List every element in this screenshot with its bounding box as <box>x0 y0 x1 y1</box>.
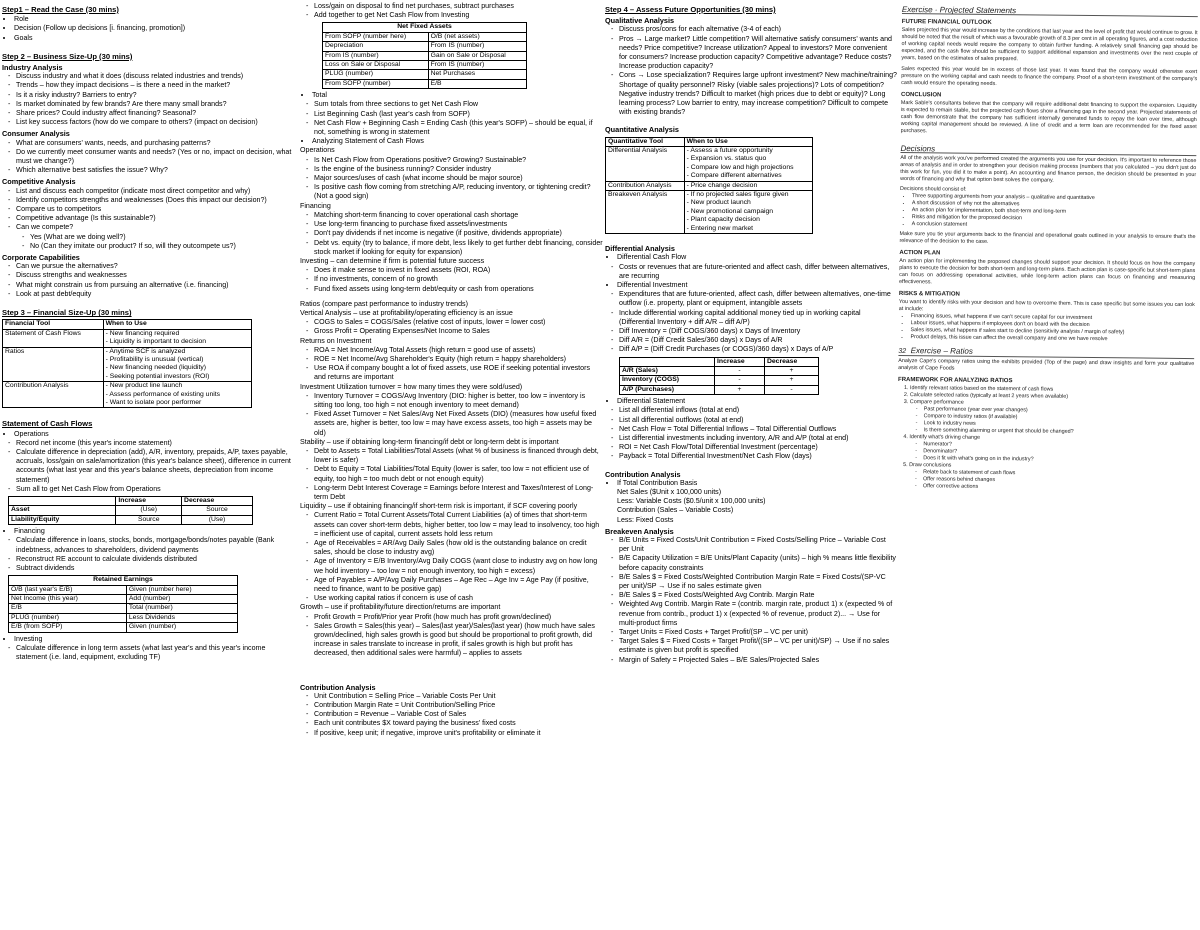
list-item: - No (Can they imitate our product? If so, will they outcompete us?) <box>30 242 296 251</box>
list-item: • A short discussion of why not the alternatives <box>912 200 1196 210</box>
quant-heading: Quantitative Analysis <box>605 125 679 135</box>
ie-increase-header: Increase <box>116 496 182 505</box>
list-item: - Does it make sense to invest in fixed assets (ROI, ROA) <box>314 266 603 275</box>
list-item: - Competitive advantage (Is this sustainable?) <box>16 214 296 223</box>
table-cell: From SOFP (number) <box>323 79 429 88</box>
table-row <box>323 42 527 51</box>
list-item: - Major sources/uses of cash (what income should be major source) <box>314 174 603 183</box>
list-item: - Don't pay dividends if net income is negative (if positive, dividends appropriate) <box>314 229 603 238</box>
competitive-list <box>2 187 296 233</box>
list-item: - ROA = Net Income/Avg Total Assets (high return = good use of assets) <box>314 346 603 355</box>
corporate-heading: Corporate Capabilities <box>2 253 80 263</box>
table-cell: - Anytime SCF is analyzed - Profitability is unusual (vertical) - New financing needed (liquidity) - Seeking potential investors (ROI) <box>103 347 251 382</box>
growth-list <box>300 613 603 659</box>
diff-stmt-label: • Differential Statement <box>617 397 897 406</box>
table-cell: + <box>764 376 818 385</box>
list-item: - Expenditures that are future-oriented, affect cash, differ between alternatives, one-time outflow (i.e. property, plant or equipment, intangible assets <box>619 290 897 308</box>
util-list <box>300 392 603 438</box>
column-1 <box>2 2 296 927</box>
table-cell: Ratios <box>3 347 104 382</box>
be-heading: Breakeven Analysis <box>605 526 674 536</box>
list-item: - List Beginning Cash (last year's cash from SOFP) <box>314 110 603 119</box>
column-2 <box>300 2 603 927</box>
table-cell: Net Purchases <box>428 70 526 79</box>
table-cell: Breakeven Analysis <box>606 191 685 234</box>
ratios-intro-p: Analyze Cape's company ratios using the exhibits provided (Top of the page) and draw insights and form your qualitative analysis of Cape Foods <box>898 357 1195 372</box>
wc-increase-header: Increase <box>715 357 765 366</box>
list-item: - Contribution = Revenue – Variable Cost of Sales <box>314 710 603 719</box>
list-item: - Net Cash Flow = Total Differential Inflows – Total Differential Outflows <box>619 425 897 434</box>
list-item: - Share prices? Could industry affect financing? Seasonal? <box>16 109 296 118</box>
framework-step: Compare performance <box>909 399 964 406</box>
table-cell: - New product line launch - Assess performance of existing units - Want to isolate poor performer <box>103 382 251 408</box>
table-cell: Total (number) <box>126 604 237 613</box>
text-line: Net Sales ($Unit x 100,000 units) <box>617 488 722 496</box>
list-item: - What are consumers' wants, needs, and purchasing patterns? <box>16 139 296 148</box>
wc-decrease-header: Decrease <box>764 357 818 366</box>
list-item: - Target Sales $ = Fixed Costs + Target Profit/((SP – VC per unit)/SP) → Use if no sales estimate is given but profit is specified <box>619 637 897 655</box>
list-item: - Cons → Lose specialization? Requires large upfront investment? New machine/training? Shortage of quality personnel? Risky (viable sales projections)? Lots of competition? Negative industry trends? Difficult to market (high prices due to debt or equity)? Long learning process? Low barrier to entry, may increase competition? Difficult to compete with existing brands? <box>619 71 897 117</box>
list-item: • Product delays, this issue can affect the overall company and one we have resolve <box>910 334 1194 344</box>
list-item: - Fixed Asset Turnover = Net Sales/Avg Net Fixed Assets (DIO) (measures how useful fixed assets are, higher is better, too low = may have excess assets, too high = assets may be old) <box>314 410 603 438</box>
operations-list <box>2 439 296 494</box>
list-item: - Target Units = Fixed Costs + Target Profit/(SP – VC per unit) <box>619 628 897 637</box>
list-item: - Diff A/R = (Diff Credit Sales/360 days) x Days of A/R <box>619 336 897 345</box>
analyzing-label: • Analyzing Statement of Cash Flows <box>312 137 603 146</box>
list-item: - Offer corrective actions <box>923 483 1193 493</box>
table-cell: Source <box>116 515 182 524</box>
table-row <box>3 382 252 408</box>
operations-label: • Operations <box>14 430 296 439</box>
list-item: • Labour issues, what happens if employees don't on board with the decision <box>911 320 1195 330</box>
list-item: - Sales Growth = Sales(this year) – Sales(last year)/Sales(last year) (how much have sales grown/declined, high sales growth is good but should be proportional to profit growth, did increase in sales translate to increase in profit, if sales growth is high but profit has decreased, then additional sales were harmful) – applies to assets <box>314 622 603 659</box>
quant-tool-table <box>605 137 813 234</box>
list-item: - Matching short-term financing to cover operational cash shortage <box>314 211 603 220</box>
list-item: - Diff A/P = (Diff Credit Purchases (or COGS)/360 days) x Days of A/P <box>619 345 897 354</box>
decisions-p: All of the analysis work you've performed created the arguments you use for your decision. It's important to reference those areas of analysis and in order to strengthen your decision making process (numbers that you calculated – you didn't just do this work for fun, you did it to make a point). An accounting and finance person, the decision should be presented in your words of financing and why that option best solves the company. <box>900 154 1197 184</box>
list-item: - Payback = Total Differential Investment/Net Cash Flow (days) <box>619 452 897 461</box>
table-cell: - New financing required - Liquidity is important to decision <box>103 329 251 347</box>
exercise-projected-header: Exercise · Projected Statements <box>902 6 1198 17</box>
list-item: - Age of Payables = A/P/Avg Daily Purchases – Age Rec – Age Inv = Age Pay (if positive, need to finance, want to be positive gap) <box>314 576 603 594</box>
list-item: - Is market dominated by few brands? Are there many small brands? <box>16 100 296 109</box>
fin-list <box>300 211 603 257</box>
diff-stmt-list <box>605 406 897 461</box>
net-fixed-assets-table <box>322 22 527 89</box>
ops-list <box>300 156 603 202</box>
increase-decrease-table <box>8 496 253 525</box>
list-item: • Goals <box>14 34 296 43</box>
contrib-basis-label: • If Total Contribution Basis <box>617 479 897 488</box>
table-cell: Depreciation <box>323 42 429 51</box>
working-capital-table <box>619 357 819 396</box>
list-item: - Age of Inventory = E/B Inventory/Avg Daily COGS (want close to industry avg on how long we hold inventory – too low = not enough inventory, too high = excess) <box>314 557 603 575</box>
framework-heading: FRAMEWORK FOR ANALYZING RATIOS <box>898 376 1013 385</box>
ratios-heading: Ratios (compare past performance to industry trends) <box>300 299 468 308</box>
quant-when-header: When to Use <box>684 137 812 146</box>
financial-tool-table <box>2 319 252 408</box>
list-item: - Margin of Safety = Projected Sales – B/E Sales/Projected Sales <box>619 656 897 665</box>
table-cell: From IS (number) <box>428 61 526 70</box>
list-item: - Current Ratio = Total Current Assets/Total Current Liabilities (a) of times that short-term assets can cover short-term debts, higher better, too low = may lead to insolvency, too high = inefficient use of capital, current assets hold less return <box>314 511 603 539</box>
table-cell: A/R (Sales) <box>620 366 715 375</box>
table-cell: - Assess a future opportunity - Expansion vs. status quo - Compare low and high projections - Compare different alternatives <box>684 147 812 182</box>
list-item: - List key success factors (how do we compare to others? (impact on decision) <box>16 118 296 127</box>
investing-list <box>2 644 296 662</box>
scf-heading: Statement of Cash Flows <box>2 419 93 429</box>
util-label: Investment Utilization turnover = how many times they were sold/used) <box>300 382 523 391</box>
table-cell: - <box>715 366 765 375</box>
growth-label: Growth – use if profitability/future direction/returns are important <box>300 603 501 612</box>
list-item: - Use working capital ratios if concern is use of cash <box>314 594 603 603</box>
list-item: - Weighted Avg Contrib. Margin Rate = (contrib. margin rate, product 1) x (expected % of revenue from contrib., product 1) x (expected % of revenue, product 2)... → Use for multi-product firms <box>619 600 897 628</box>
conclusion-p: Mark Sable's consultants believe that the company will require additional debt financing to support the expansion. Liquidity is expected to remain stable, but the projected cash flows show a financing gap in the second year. Projected statements of cash flow demonstrate that the company has sufficient internally generated funds to repay the loan over time, although working capital management should be reviewed. A line of credit and a term loan are recommended for the fixed asset purchases. <box>900 99 1197 135</box>
table-cell: Given (number here) <box>126 585 237 594</box>
table-cell: - <box>764 385 818 394</box>
ie-corner <box>9 496 116 505</box>
list-item: - Discuss industry and what it does (discuss related industries and trends) <box>16 72 296 81</box>
list-item: - Debt vs. equity (try to balance, if more debt, less likely to get further debt financing, consider stock market if looking for equity for expansion) <box>314 239 603 257</box>
corporate-list <box>2 262 296 299</box>
table-row <box>323 79 527 88</box>
table-cell: Contribution Analysis <box>3 382 104 408</box>
list-item: - Discuss strengths and weaknesses <box>16 271 296 280</box>
text-line: Contribution (Sales – Variable Costs) <box>617 506 734 515</box>
table-cell: E/B <box>9 604 127 613</box>
diff-cf-label: • Differential Cash Flow <box>617 253 897 262</box>
list-item: - Calculate difference in depreciation (add), A/R, inventory, prepaids, A/P, taxes payable, accruals, loss/gain on sale/amortization (this year's balance sheet), difference in current accounts (what last year and this year's balance sheets, depreciation from income statement) <box>16 448 296 485</box>
column-4-scan <box>892 2 1198 930</box>
list-item: - ROI = Net Cash Flow/Total Differential Investment (percentage) <box>619 443 897 452</box>
list-item: - B/E Sales $ = Fixed Costs/Weighted Avg Contrib. Margin Rate <box>619 591 897 600</box>
list-item: • Decision (Follow up decisions [i. financing, promotion]) <box>14 24 296 33</box>
list-item: - Is it a risky industry? Barriers to entry? <box>16 91 296 100</box>
total-label: • Total <box>312 91 603 100</box>
driving-sub-list <box>909 441 1193 465</box>
table-cell: (Use) <box>182 515 253 524</box>
list-item: - Debt to Equity = Total Liabilities/Total Equity (lower is safer, too low = not efficient use of equity, too high = too much debt or not enough equity) <box>314 465 603 483</box>
total-list <box>300 100 603 137</box>
qual-heading: Qualitative Analysis <box>605 16 675 26</box>
table-row <box>323 61 527 70</box>
page-number: 32 <box>898 347 907 356</box>
list-item: - Which alternative best satisfies the issue? Why? <box>16 166 296 175</box>
ops-label: Operations <box>300 146 335 155</box>
list-item: - Add together to get Net Cash Flow from Investing <box>314 11 603 20</box>
list-item: • A conclusion statement <box>912 221 1196 231</box>
list-item: - Include differential working capital additional money tied up in working capital (Differential Inventory + diff A/R – diff A/P) <box>619 309 897 327</box>
exercise-ratios-header: Exercise – Ratios <box>910 346 973 356</box>
outlook-p2: Sales expected this year would be in excess of those last year. It was found that the company would otherwise exert pressure on the working capital and cash needs to finance the company. Proof of a short-term investment of the company's cash would ensure the operating needs. <box>901 65 1198 87</box>
table-row <box>9 623 238 632</box>
list-item: - Age of Receivables = AR/Avg Daily Sales (how old is the outstanding balance on credit sales, should be close to industry avg) <box>314 539 603 557</box>
table-cell: Net Income (this year) <box>9 595 127 604</box>
list-item: - Is Net Cash Flow from Operations positive? Growing? Sustainable? <box>314 156 603 165</box>
stab-list <box>300 447 603 502</box>
list-item: • Role <box>14 15 296 24</box>
table-row <box>3 329 252 347</box>
outlook-heading: FUTURE FINANCIAL OUTLOOK <box>901 18 992 26</box>
contrib-lines <box>605 488 897 525</box>
list-item: - B/E Capacity Utilization = B/E Units/Plant Capacity (units) – high % means little flexibility before capacity constraints <box>619 554 897 572</box>
table-cell: Contribution Analysis <box>606 181 685 190</box>
framework-list <box>897 385 1194 493</box>
ie-decrease-header: Decrease <box>182 496 253 505</box>
step2-heading: Step 2 – Business Size-Up (30 mins) <box>2 51 133 61</box>
list-item: - Yes (What are we doing well?) <box>30 233 296 242</box>
step1-heading: Step1 – Read the Case (30 mins) <box>2 5 119 14</box>
fin-label: Financing <box>300 201 331 210</box>
framework-step: Draw conclusions <box>909 462 952 469</box>
table-row <box>323 32 527 41</box>
table-row <box>620 385 819 394</box>
diff-inv-list <box>605 290 897 354</box>
list-item: - Compare us to competitors <box>16 205 296 214</box>
list-item: - Trends – how they impact decisions – is there a need in the market? <box>16 81 296 90</box>
table-cell: E/B (from SOFP) <box>9 623 127 632</box>
list-item: - Contribution Margin Rate = Unit Contribution/Selling Price <box>314 701 603 710</box>
liq-label: Liquidity – use if obtaining financing/if short-term risk is important, if SCF covering poorly <box>300 502 578 511</box>
be-list <box>605 536 897 665</box>
table-cell: PLUG (number) <box>9 613 127 622</box>
list-item: - Does it fit with what's going on in the industry? <box>923 455 1193 465</box>
list-item: - Relate back to statement of cash flows <box>923 469 1193 479</box>
quant-tool-header: Quantitative Tool <box>606 137 685 146</box>
vertical-label: Vertical Analysis – use at profitability/operating efficiency is an issue <box>300 308 513 317</box>
list-item: - Can we compete? <box>16 223 296 232</box>
list-item: - B/E Units = Fixed Costs/Unit Contribution = Fixed Costs/Selling Price – Variable Cost per Unit <box>619 536 897 554</box>
diff-heading: Differential Analysis <box>605 244 675 254</box>
table-cell: E/B <box>428 79 526 88</box>
list-item: - Use long-term financing to purchase fixed assets/investments <box>314 220 603 229</box>
table-cell: From IS (number) <box>323 51 429 60</box>
step3-heading: Step 3 – Financial Size-Up (30 mins) <box>2 308 132 318</box>
list-item: - List all differential inflows (total at end) <box>619 406 897 415</box>
table-row <box>9 506 253 515</box>
list-item: - Compare to industry ratios (if available) <box>924 413 1194 423</box>
list-item: - Loss/gain on disposal to find net purchases, subtract purchases <box>314 2 603 11</box>
compare-sub-list <box>909 406 1193 437</box>
industry-list <box>2 72 296 127</box>
conclusion-heading: CONCLUSION <box>900 91 942 99</box>
list-item: - Look at past debt/equity <box>16 290 296 299</box>
text-line: Less: Variable Costs ($0.5/unit x 100,000 units) <box>617 497 766 506</box>
risks-p: You want to identify risks with your decision and how to overcome them. This is case specific but some issues you can look at include: <box>898 298 1195 313</box>
table-row <box>323 51 527 60</box>
list-item: - Is positive cash flow coming from stretching A/P, reducing inventory, or tightening credit? (Not a good sign) <box>314 183 603 201</box>
table-row <box>9 595 238 604</box>
table-cell: A/P (Purchases) <box>620 385 715 394</box>
industry-heading: Industry Analysis <box>2 63 63 73</box>
table-row <box>606 181 813 190</box>
table-cell: + <box>764 366 818 375</box>
wc-corner <box>620 357 715 366</box>
list-item: • An action plan for implementation, both short-term and long-term <box>912 207 1196 217</box>
decisions-list <box>900 193 1196 231</box>
table-cell: Asset <box>9 506 116 515</box>
table-cell: O/B (last year's E/B) <box>9 585 127 594</box>
table-row <box>9 613 238 622</box>
table-cell: + <box>715 385 765 394</box>
list-item: - If no investments, concern of no growth <box>314 275 603 284</box>
list-item: - Long-term Debt Interest Coverage = Earnings before Interest and Taxes/Interest of Long-term Debt <box>314 484 603 502</box>
list-item: • Risks and mitigation for the proposed decision <box>912 214 1196 224</box>
list-item: - COGS to Sales = COGS/Sales (relative cost of inputs, lower = lower cost) <box>314 318 603 327</box>
contrib-heading-c3: Contribution Analysis <box>605 469 681 479</box>
list-item: - Subtract dividends <box>16 564 296 573</box>
conclusion-sub-list <box>909 469 1193 493</box>
list-item: - Profit Growth = Profit/Prior year Profit (how much has profit grown/declined) <box>314 613 603 622</box>
list-item: - Offer reasons behind changes <box>923 476 1193 486</box>
action-heading: ACTION PLAN <box>899 249 941 257</box>
list-item: - Can we pursue the alternatives? <box>16 262 296 271</box>
table-cell: Source <box>182 506 253 515</box>
table-row <box>323 70 527 79</box>
decisions-p3: Make sure you tie your arguments back to the financial and operational goals outlined in your analysis to ensure that's the relevance of the decision to the case. <box>899 230 1196 245</box>
list-item: - Past performance (year over year changes) <box>924 406 1194 416</box>
step4-heading: Step 4 – Assess Future Opportunities (30 mins) <box>605 5 776 14</box>
table-cell: Add (number) <box>126 595 237 604</box>
table-cell: - <box>715 376 765 385</box>
contrib-list-c2 <box>300 692 603 738</box>
table-row <box>9 604 238 613</box>
list-item: - Discuss pros/cons for each alternative (3-4 of each) <box>619 25 897 34</box>
inv-label: Investing – can determine if firm is potential future success <box>300 256 485 265</box>
risks-heading: RISKS & MITIGATION <box>898 290 960 298</box>
table-cell: Less Dividends <box>126 613 237 622</box>
list-item: - Inventory Turnover = COGS/Avg Inventory (DIO: higher is better, too low = inventory is sitting too long, too high = not enough inventory to meet demand) <box>314 392 603 410</box>
list-item: - Calculate difference in long term assets (what last year's and this year's income statement (i.e. land, equipment, excluding TF) <box>16 644 296 662</box>
liq-list <box>300 511 603 603</box>
table-cell: Statement of Cash Flows <box>3 329 104 347</box>
list-item: - Denominator? <box>923 448 1193 458</box>
diff-cf-list <box>605 263 897 281</box>
list-item: - Numerator? <box>923 441 1193 451</box>
nfa-caption: Net Fixed Assets <box>323 23 527 32</box>
table-cell: Gain on Sale or Disposal <box>428 51 526 60</box>
table-cell: Given (number) <box>126 623 237 632</box>
list-item: - Unit Contribution = Selling Price – Variable Costs Per Unit <box>314 692 603 701</box>
list-item: - What might constrain us from pursuing an alternative (i.e. financing) <box>16 281 296 290</box>
table-cell: PLUG (number) <box>323 70 429 79</box>
table-cell: Inventory (COGS) <box>620 376 715 385</box>
list-item: - List all differential outflows (total at end) <box>619 416 897 425</box>
text-line: Less: Fixed Costs <box>617 515 674 524</box>
list-item: - Sum all to get Net Cash Flow from Operations <box>16 485 296 494</box>
list-item: - Record net income (this year's income statement) <box>16 439 296 448</box>
list-item: • Three supporting arguments from your analysis – qualitative and quantitative <box>912 193 1196 203</box>
consumer-heading: Consumer Analysis <box>2 129 70 139</box>
outlook-p1: Sales projected this year would increase by the conditions that last year and the level of profit that would continue to grow. It should be noted that the result of which was a favourable growth of 8.3 per cent in all operating figures, and a cost reduction of working capital needs would require the company to obtain further funding. A relatively small financing gap should be expected, and the cash flow should be sufficient to support additional expansion and investments over the next couple of years, based on the estimates of sales prepared. <box>901 26 1198 63</box>
table-cell: Loss on Sale or Disposal <box>323 61 429 70</box>
returns-list <box>300 346 603 383</box>
table-row <box>620 376 819 385</box>
table-row <box>9 515 253 524</box>
list-item: - Look to industry news <box>924 420 1194 430</box>
list-item: - Fund fixed assets using long-term debt/equity or cash from operations <box>314 285 603 294</box>
table-row <box>620 366 819 375</box>
re-caption: Retained Earnings <box>9 576 238 585</box>
list-item: - Net Cash Flow + Beginning Cash = Ending Cash (this year's SOFP) – should be equal, if not, something is wrong in statement <box>314 119 603 137</box>
framework-step: Identify what's driving change <box>909 434 981 441</box>
qual-list <box>605 25 897 117</box>
list-item: - Gross Profit = Operating Expenses/Net Income to Sales <box>314 327 603 336</box>
column-3 <box>605 2 897 927</box>
table-cell: From SOFP (number here) <box>323 32 429 41</box>
list-item: • Financing issues, what happens if we can't secure capital for our investment <box>911 313 1195 323</box>
vertical-list <box>300 318 603 336</box>
list-item: - B/E Sales $ = Fixed Costs/Weighted Contribution Margin Rate = Fixed Costs/(SP-VC per unit)/SP → Use if no sales estimate given <box>619 573 897 591</box>
decisions-header: Decisions <box>900 145 1196 156</box>
list-item: - List differential investments including inventory, A/R and A/P (total at end) <box>619 434 897 443</box>
list-item: - List and discuss each competitor (indicate most direct competitor and why) <box>16 187 296 196</box>
table-cell: Liability/Equity <box>9 515 116 524</box>
list-item: - Pros → Large market? Little competition? Will alternative satisfy consumers' wants and needs? Price competitive? Increase utilization? Appeal to investors? More convenient for consumers? Increase production capacity? Competitive advantage? Reduce costs? Increase production capacity? <box>619 35 897 72</box>
list-item: - ROE = Net Income/Avg Shareholder's Equity (high return = happy shareholders) <box>314 355 603 364</box>
framework-step: 2. Calculate selected ratios (typically at least 2 years when available) <box>910 392 1194 402</box>
list-item: - Use ROA if company bought a lot of fixed assets, use ROE if seeking potential investors and returns are important <box>314 364 603 382</box>
list-item: • Sales issues, what happens if sales start to decline (sensitivity analysis / margin of safety) <box>911 327 1195 337</box>
consumer-list <box>2 139 296 176</box>
investing-label: • Investing <box>14 635 296 644</box>
competitive-heading: Competitive Analysis <box>2 177 76 187</box>
retained-earnings-table <box>8 575 238 632</box>
list-item: - Each unit contributes $X toward paying the business' fixed costs <box>314 719 603 728</box>
investing-cont-list <box>300 2 603 20</box>
list-item: - Do we currently meet consumer wants and needs? (Yes or no, impact on decision, what must we change?) <box>16 148 296 166</box>
list-item: - Is there something alarming or urgent that should be changed? <box>923 427 1193 437</box>
risks-list <box>898 313 1194 344</box>
framework-step: 1. Identify relevant ratios based on the statement of cash flows <box>910 385 1194 395</box>
action-p: An action plan for implementing the proposed changes should support your decision. It should focus on how the company plans to execute the decision for both short-term and long-term plans. Each action plan is case-specific but short-term plans can focus on addressing operational activities, while long-term action plans can focus on financing and measuring effectiveness. <box>899 257 1196 286</box>
table-cell: - Price change decision <box>684 181 812 190</box>
inv-list <box>300 266 603 294</box>
table-row <box>9 585 238 594</box>
stab-label: Stability – use if obtaining long-term financing/if debt or long-term debt is important <box>300 437 559 446</box>
step1-list <box>2 15 296 43</box>
table-cell: From IS (number) <box>428 42 526 51</box>
table-row <box>3 347 252 382</box>
table-cell: - If no projected sales figure given - New product launch - New promotional campaign - Plant capacity decision - Entering new market <box>684 191 812 234</box>
table-cell: O/B (net assets) <box>428 32 526 41</box>
decisions-p2: Decisions should consist of: <box>900 185 967 193</box>
list-item: - Sum totals from three sections to get Net Cash Flow <box>314 100 603 109</box>
table-cell: Differential Analysis <box>606 147 685 182</box>
list-item: - Identify competitors strengths and weaknesses (Does this impact our decision?) <box>16 196 296 205</box>
list-item: - Reconstruct RE account to calculate dividends distributed <box>16 555 296 564</box>
financing-label: • Financing <box>14 527 296 536</box>
returns-label: Returns on Investment <box>300 336 372 345</box>
table-cell: (Use) <box>116 506 182 515</box>
diff-inv-label: • Differential Investment <box>617 281 897 290</box>
contrib-heading-c2: Contribution Analysis <box>300 682 376 692</box>
list-item: - Calculate difference in loans, stocks, bonds, mortgage/bonds/notes payable (Bank indebtness, advances to shareholders, dividend payments <box>16 536 296 554</box>
when-to-use-header: When to Use <box>103 320 251 329</box>
table-row <box>606 147 813 182</box>
financing-list <box>2 536 296 573</box>
financial-tool-header: Financial Tool <box>3 320 104 329</box>
list-item: - Debt to Assets = Total Liabilities/Total Assets (what % of business is financed through debt, lower is safer) <box>314 447 603 465</box>
list-item: - If positive, keep unit; if negative, improve unit's profitability or eliminate it <box>314 729 603 738</box>
list-item: - Diff Inventory = (Diff COGS/360 days) x Days of Inventory <box>619 327 897 336</box>
list-item: - Costs or revenues that are future-oriented and affect cash, differ between alternatives, are recurring <box>619 263 897 281</box>
compete-sub-list <box>2 233 296 251</box>
table-row <box>606 191 813 234</box>
list-item: - Is the engine of the business running? Consider industry <box>314 165 603 174</box>
